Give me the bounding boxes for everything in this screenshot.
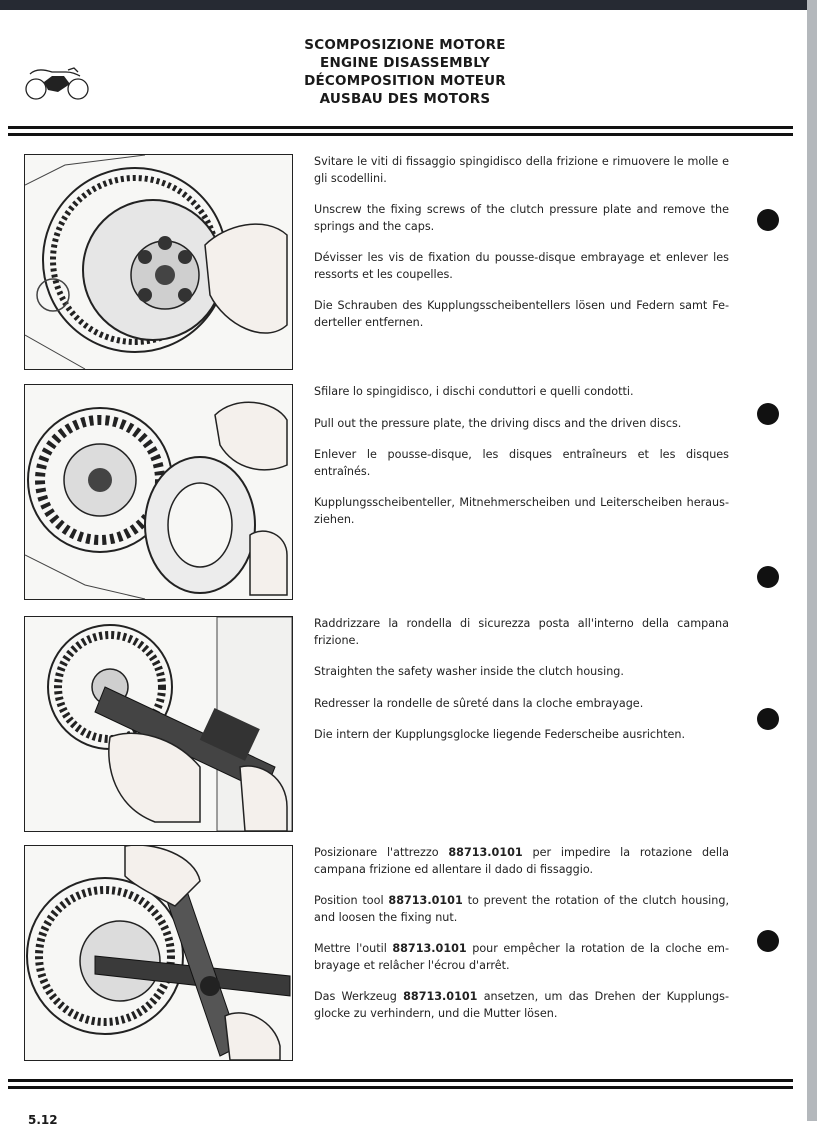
binder-hole-3 — [757, 566, 779, 588]
page-title — [200, 36, 610, 108]
header-rule-bottom — [8, 133, 793, 136]
title-french: DÉCOMPOSITION MOTEUR — [304, 73, 506, 89]
motorcycle-logo-icon — [22, 62, 92, 102]
step-3-en: Straighten the safety washer inside the clutch housing. — [314, 665, 624, 678]
tool-code: 88713.0101 — [388, 894, 463, 907]
step-3-de: Die intern der Kupplungsglocke liegende Federscheibe ausrichten. — [314, 728, 686, 741]
footer-rule-top — [8, 1079, 793, 1082]
step-2-text — [314, 384, 729, 543]
step-4-de-pre: Das Werkzeug — [314, 990, 404, 1003]
step-4-en-pre: Position tool — [314, 894, 389, 907]
step-4-fr-pre: Mettre l'outil — [314, 942, 393, 955]
step-3-text — [314, 616, 729, 759]
step-4-it — [314, 845, 729, 878]
step-3-illustration — [24, 616, 293, 832]
header-rule-top — [8, 126, 793, 129]
step-2-it: Sfilare lo spingidisco, i dischi conduttori e quelli condotti. — [314, 385, 634, 398]
footer-rule-bottom — [8, 1086, 793, 1089]
step-1-de: Die Schrauben des Kupplungsscheibentellers lösen und Federn samt Fe-derteller entfernen. — [314, 299, 729, 329]
step-4-fr-post: pour empêcher la rotation de la cloche em-brayage et relâcher l'écrou d'arrêt. — [314, 942, 729, 972]
step-3-it: Raddrizzare la rondella di sicurezza posta all'interno della campana frizione. — [314, 617, 729, 647]
step-2-illustration — [24, 384, 293, 600]
step-2-de: Kupplungsscheibenteller, Mitnehmerscheiben und Leiterscheiben heraus-ziehen. — [314, 496, 729, 526]
title-german: AUSBAU DES MOTORS — [319, 91, 491, 107]
step-4-fr — [314, 941, 729, 974]
step-4-de — [314, 989, 729, 1022]
step-1-fr: Dévisser les vis de fixation du pousse-disque embrayage et enlever les ressorts et les coupelles. — [314, 251, 729, 281]
step-2-en: Pull out the pressure plate, the driving discs and the driven discs. — [314, 416, 682, 430]
step-4-de-post: ansetzen, um das Drehen der Kupplungs-glocke zu verhindern, und die Mutter lösen. — [314, 990, 729, 1020]
tool-code: 88713.0101 — [448, 846, 523, 859]
step-1-en: Unscrew the fixing screws of the clutch pressure plate and remove the springs and the caps. — [314, 203, 729, 233]
page-number: 5.12 — [28, 1113, 58, 1127]
step-1-illustration — [24, 154, 293, 370]
step-3-fr: Redresser la rondelle de sûreté dans la cloche embrayage. — [314, 696, 644, 710]
step-1-text — [314, 154, 729, 346]
title-italian: SCOMPOSIZIONE MOTORE — [304, 37, 506, 53]
binder-hole-2 — [757, 403, 779, 425]
right-scan-edge — [807, 0, 817, 1121]
binder-hole-5 — [757, 930, 779, 952]
binder-hole-1 — [757, 209, 779, 231]
step-4-text — [314, 845, 729, 1037]
step-4-illustration — [24, 845, 293, 1061]
step-2-fr: Enlever le pousse-disque, les disques entraîneurs et les disques entraînés. — [314, 448, 729, 478]
top-border — [0, 0, 817, 10]
step-4-it-pre: Posizionare l'attrezzo — [314, 846, 449, 859]
step-1-it: Svitare le viti di fissaggio spingidisco della frizione e rimuovere le molle e gli scodellini. — [314, 155, 729, 185]
title-english: ENGINE DISASSEMBLY — [320, 55, 490, 71]
step-4-en — [314, 893, 729, 926]
tool-code: 88713.0101 — [392, 942, 467, 955]
tool-code: 88713.0101 — [403, 990, 478, 1003]
binder-hole-4 — [757, 708, 779, 730]
step-4-en-post: to prevent the rotation of the clutch housing, and loosen the fixing nut. — [314, 894, 730, 924]
step-4-it-post: per impedire la rotazione della campana frizione ed allentare il dado di fissaggio. — [314, 846, 730, 876]
